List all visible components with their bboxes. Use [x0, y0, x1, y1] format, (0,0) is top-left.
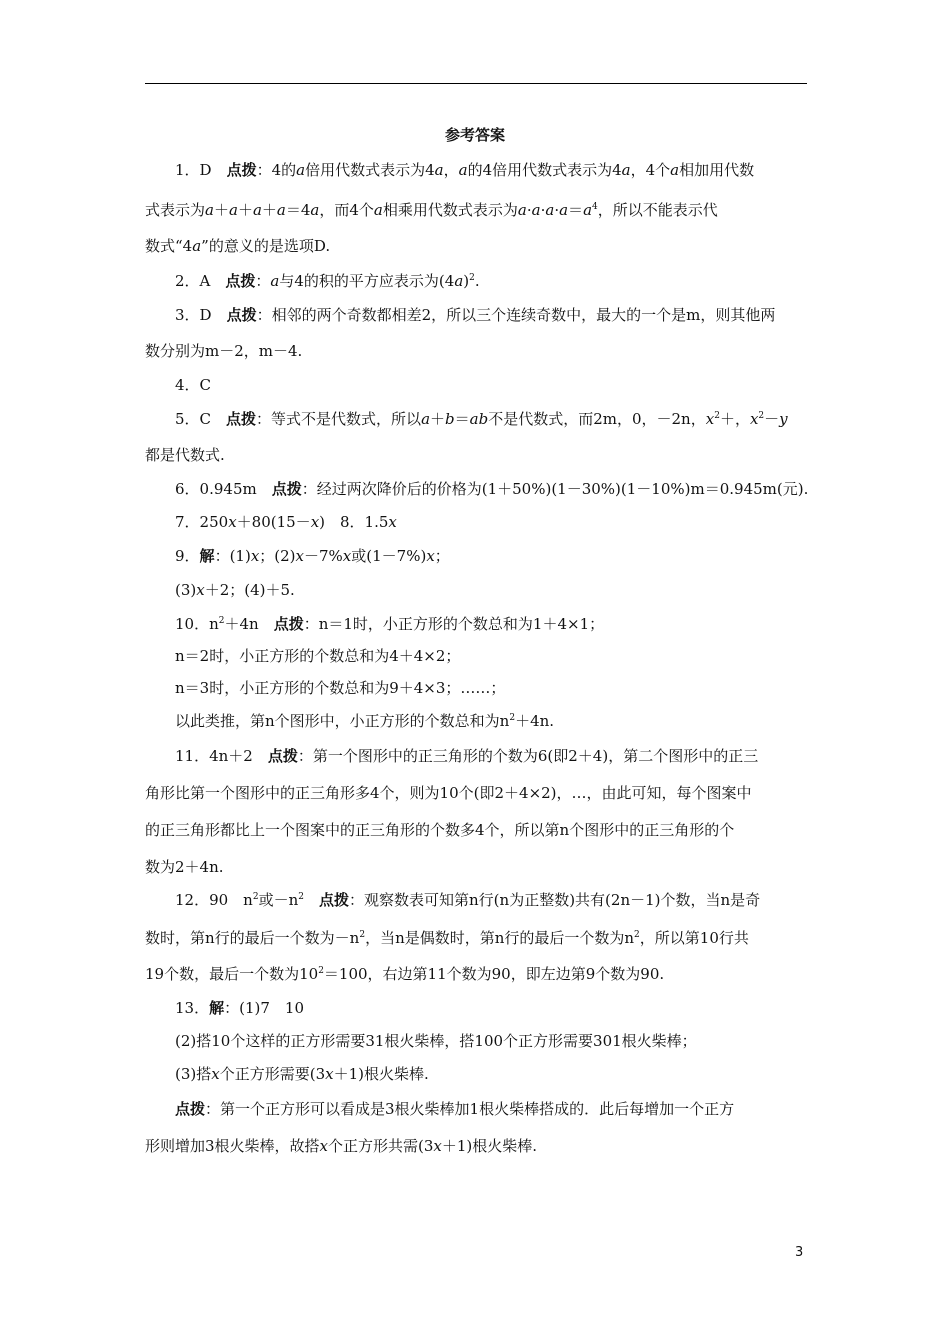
answer-10-line-2: n＝2时，小正方形的个数总和为4＋4×2；: [175, 647, 461, 665]
answer-3-line-1: 3．D 点拨：相邻的两个奇数都相差2，所以三个连续奇数中，最大的一个是m，则其他两: [175, 306, 776, 324]
answer-11-line-1: 11．4n＋2 点拨：第一个图形中的正三角形的个数为6(即2＋4)，第二个图形中的正三: [175, 747, 759, 765]
answer-12-line-2: 数时，第n行的最后一个数为$-n^2$，当n是偶数时，第n行的最后一个数为$n^2$，所以第10行共: [145, 929, 749, 947]
answer-1-line-3: 数式“4a”的意义的是选项D.: [145, 237, 331, 255]
answer-7-8: 7．250x＋80(15－x) 8．1.5x: [175, 513, 397, 531]
page-title: 参考答案: [444, 126, 505, 144]
answer-10-line-1: 10．$n^2+4n$ 点拨：n＝1时，小正方形的个数总和为1＋4×1；: [175, 615, 605, 633]
answer-9-line-1: 9．解：(1)x；(2)x－7%x或(1－7%)x；: [175, 547, 450, 565]
answer-13-line-3: (3)搭x个正方形需要(3x＋1)根火柴棒.: [175, 1065, 429, 1083]
answer-11-line-3: 的正三角形都比上一个图案中的正三角形的个数多4个，所以第n个图形中的正三角形的个: [145, 821, 735, 839]
answer-12-line-1: 12．90 $n^2$或$-n^2$ 点拨：观察数表可知第n行(n为正整数)共有(2n－1)个数，当n是奇: [175, 891, 761, 909]
answer-10-line-4: 以此类推，第n个图形中，小正方形的个数总和为$n^2+4n$.: [175, 712, 555, 730]
answer-10-line-3: n＝3时，小正方形的个数总和为9＋4×3；……；: [175, 679, 506, 697]
answer-13-line-5: 形则增加3根火柴棒，故搭x个正方形共需(3x＋1)根火柴棒.: [145, 1137, 538, 1155]
page-number: 3: [795, 1245, 804, 1260]
answer-1-line-2: 式表示为a＋a＋a＋a＝4a，而4个a相乘用代数式表示为$a\cdot a\cdot a\cdot a=a^4$，所以不能表示代: [145, 201, 718, 219]
answer-2: 2．A 点拨：a与4的积的平方应表示为$(4a)^2$.: [175, 272, 480, 290]
answer-13-line-1: 13．解：(1)7 10: [175, 999, 304, 1017]
answer-11-line-2: 角形比第一个图形中的正三角形多4个，则为10个(即2＋4×2)，…，由此可知，每个图案中: [145, 784, 752, 802]
answer-1-line-1: 1．D 点拨：4的a倍用代数式表示为4a，a的4倍用代数式表示为4a，4个a相加用代数: [175, 161, 755, 179]
answer-11-line-4: 数为2＋4n.: [145, 858, 224, 876]
answer-12-line-3: 19个数，最后一个数为$10^2=100$，右边第11个数为90，即左边第9个数为90.: [145, 965, 665, 983]
answer-5-line-2: 都是代数式.: [145, 446, 225, 464]
answer-6: 6．0.945m 点拨：经过两次降价后的价格为(1＋50%)(1－30%)(1－10%)m＝0.945m(元).: [175, 480, 809, 498]
answer-4: 4．C: [175, 376, 212, 394]
answer-9-line-2: (3)x＋2；(4)＋5.: [175, 581, 295, 599]
header-rule: [145, 83, 807, 84]
answer-13-line-2: (2)搭10个这样的正方形需要31根火柴棒，搭100个正方形需要301根火柴棒；: [175, 1032, 697, 1050]
answer-3-line-2: 数分别为m－2，m－4.: [145, 342, 303, 360]
answer-5-line-1: 5．C 点拨：等式不是代数式，所以a＋b＝ab不是代数式，而2m，0，－2n，$x^2+$，$x^2-y$: [175, 410, 788, 428]
answer-13-line-4: 点拨：第一个正方形可以看成是3根火柴棒加1根火柴棒搭成的．此后每增加一个正方: [175, 1100, 735, 1118]
